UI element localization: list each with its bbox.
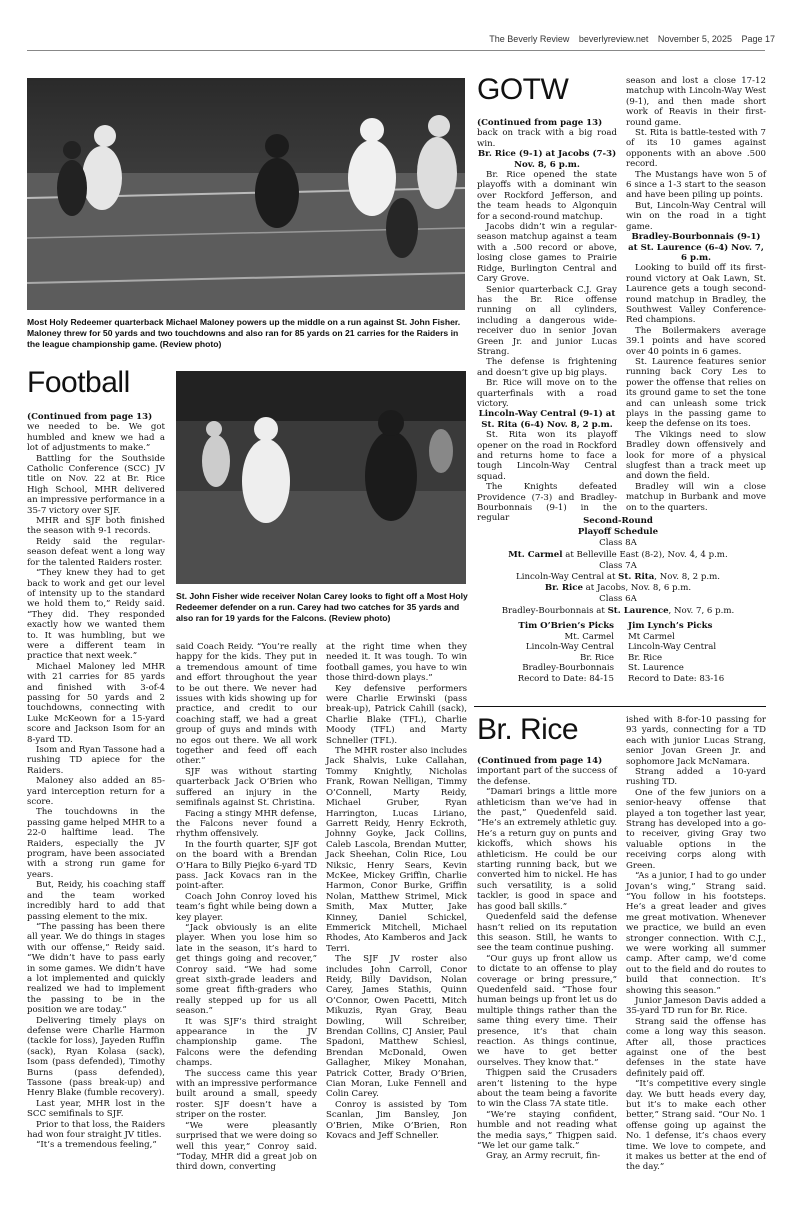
paragraph: St. Laurence features senior running back Cory Les to power the offense that relies on its ground game to set the tone and can unleash some trick plays in the passing game to keep the defense on its toes. — [626, 356, 766, 430]
paragraph: important part of the success of the defense. — [477, 766, 617, 787]
class-label: Class 7A — [599, 560, 637, 571]
paragraph: Quedenfeld said the defense hasn’t relied on its reputation this season. Still, he wants to see the team continue pushing. — [477, 912, 617, 954]
picks-record: Record to Date: 84-15 — [517, 673, 614, 684]
paragraph: In the fourth quarter, SJF got on the board with a Brendan O’Hara to Billy Piejko 6-yard TD pass. Jack Kovacs ran in the point-after. — [176, 839, 317, 892]
paragraph: Prior to that loss, the Raiders had won four straight JV titles. — [27, 1119, 165, 1141]
paragraph: “Jack obviously is an elite player. When you lose him so late in the season, it’s hard to get things going and recover,” Conroy said. “We had some great sixth-grade leaders and some great fifth-graders who really stepped up for us all season.” — [176, 922, 317, 1017]
issue-date: November 5, 2025 — [657, 34, 732, 44]
paragraph: back on track with a big road win. — [477, 128, 617, 149]
paragraph: The MHR roster also includes Jack Shalvis, Luke Callahan, Tommy Knightly, Nicholas Frank, Rowan Nelligan, Timmy O’Connell, Marty Reidy, Michael Gruber, Ryan Harrington, Lucas Liriano, Garrett Reidy, Henry Eckroth, Johnny Goyke, Jack Collins, Caleb Lascola, Brendan Mutter, Jack Sheehan, Colin Rice, Lou Niksic, Henry Sears, Kevin McKee, Mickey Griffin, Charlie Harmon, Conor Burke, Griffin Nolan, Matthew Strimel, Mick Smith, Max Mutter, Jake Kinney, Daniel Schickel, Emmerick Mitchell, Michael Rhodes, Ato Kamberos and Jack Terri. — [326, 746, 467, 954]
paragraph: SJF was without starting quarterback Jack O’Brien who suffered an injury in the semifinals against St. Christina. — [176, 766, 317, 809]
paragraph: “We’re staying confident, humble and not reading what the media says,” Thigpen said. “We let our game talk.” — [477, 1109, 617, 1152]
game-heading: Bradley-Bourbonnais (9-1) at St. Laurence (6-4) Nov. 7, 6 p.m. — [628, 232, 764, 263]
paragraph: Last year, MHR lost in the SCC semifinals to SJF. — [27, 1098, 165, 1120]
paragraph: Br. Rice will move on to the quarterfinals with a road victory. — [477, 378, 617, 409]
gotw-column-2 — [626, 76, 766, 511]
page-number: Page 17 — [741, 34, 775, 44]
continued-note: (Continued from page 14) — [477, 756, 603, 766]
paragraph: But, Lincoln-Way Central will win on the road in a tight game. — [626, 200, 766, 232]
paragraph: “As a junior, I had to go under Jovan’s wing,” Strang said. “You follow in his footsteps. He’s a great leader and gives me great motivation. Whenever we practice, we build an even stronger connection. With C.J., we were working all summer camp. After camp, we’d come out to the field and do routes to build that connection. It’s showing this season.” — [626, 871, 766, 996]
gotw-section-title: GOTW — [477, 73, 569, 106]
brrice-section-title: Br. Rice — [477, 713, 579, 746]
paragraph: “Our guys up front allow us to dictate to an offense to play coverage or bring pressure,” Quedenfeld said. “Those four human beings up front let us do multiple things rather than the same thing every time. Their presence, it’s that chain reaction. As things continue, we have to get better ourselves. They know that.” — [477, 953, 617, 1068]
paragraph: Isom and Ryan Tassone had a rushing TD apiece for the Raiders. — [27, 745, 165, 776]
schedule-game: Br. Rice at Jacobs, Nov. 8, 6 p.m. — [544, 583, 692, 594]
picks-heading: Jim Lynch’s Picks — [628, 621, 713, 631]
paragraph: at the right time when they needed it. It was tough. To win football games, you have to win those third-down plays.” — [326, 642, 467, 684]
paragraph: Strang said the offense has come a long way this season. After all, those practices against one of the best defenses in the state have definitely paid off. — [626, 1016, 766, 1079]
paragraph: MHR and SJF both finished the season with 9-1 records. — [27, 516, 165, 537]
paragraph: Senior quarterback C.J. Gray has the Br. Rice offense running on all cylinders, including a dangerous wide-receiver duo in senior Jovan Green Jr. and junior Lucas Strang. — [477, 284, 617, 357]
paragraph: The Vikings need to slow Bradley down offensively and look for more of a physical slugfest than a track meet up and down the field. — [626, 429, 766, 482]
paragraph: St. Rita is battle-tested with 7 of its 10 games against opponents with an above .500 record. — [626, 128, 766, 170]
pick-item: Lincoln-Way Central — [525, 642, 614, 653]
football-section-title: Football — [27, 366, 130, 399]
paragraph: Bradley will win a close matchup in Burbank and move on to the quarters. — [626, 481, 766, 513]
photo-mid-caption: St. John Fisher wide receiver Nolan Carey looks to fight off a Most Holy Redeemer defender on a run. Carey had two catches for 35 yards and also ran for 19 yards for the Falcons. (Review photo) — [176, 591, 468, 623]
paragraph: we needed to be. We got humbled and knew we had a lot of adjustments to make.” — [27, 422, 165, 454]
schedule-game: Lincoln-Way Central at St. Rita, Nov. 8, 2 p.m. — [516, 572, 720, 583]
paragraph: Looking to build off its first-round victory at Oak Lawn, St. Laurence gets a tough second-round matchup in Bradley, the Southwest Valley Conference-Red champions. — [626, 263, 766, 326]
paragraph: The Knights defeated Providence (7-3) and Bradley-Bourbonnais (9-1) in the regular — [477, 482, 617, 524]
picks-record: Record to Date: 83-16 — [628, 673, 725, 684]
paragraph: Thigpen said the Crusaders aren’t listening to the hype about the team being a favorite to win the Class 7A state title. — [477, 1068, 617, 1110]
header-divider — [27, 50, 765, 51]
pick-item: Br. Rice — [579, 652, 614, 663]
paragraph: season and lost a close 17-12 matchup with Lincoln-Way West (9-1), and then made short work of Reavis in their first-round game. — [626, 76, 766, 128]
paragraph: Battling for the Southside Catholic Conference (SCC) JV title on Nov. 22 at Br. Rice High School, MHR delivered an impressive performance in a 35-7 victory over SJF. — [27, 453, 165, 516]
jim-lynch-picks — [628, 621, 768, 685]
photo-top — [27, 78, 465, 310]
continued-note: (Continued from page 13) — [477, 118, 603, 128]
paragraph: “It’s competitive every single day. We butt heads every day, but it’s to make each other better,” Strang said. “Our No. 1 offense going up against the No. 1 defense, it’s chaos every time. We love to compete, and it makes us better at the end of the day.” — [626, 1079, 766, 1173]
schedule-game: Bradley-Bourbonnais at St. Laurence, Nov. 7, 6 p.m. — [501, 605, 735, 616]
game-heading: Lincoln-Way Central (9-1) at St. Rita (6-4) Nov. 8, 2 p.m. — [478, 409, 616, 430]
pick-item: Br. Rice — [628, 652, 663, 663]
schedule-heading: Playoff Schedule — [577, 527, 659, 538]
pick-item: St. Laurence — [628, 663, 684, 674]
paragraph: Conroy is assisted by Tom Scanlan, Jim Bansley, Jon O’Brien, Mike O’Brien, Ron Kovacs and Jeff Schneller. — [326, 1099, 467, 1142]
paragraph: Gray, an Army recruit, fin- — [486, 1151, 601, 1162]
pick-item: Mt. Carmel — [564, 631, 614, 642]
photo-top-caption: Most Holy Redeemer quarterback Michael Maloney powers up the middle on a run against St. John Fisher. Maloney threw for 50 yards and two touchdowns and also ran for 85 yards on 21 carries for the Raiders in the league championship game. (Review photo) — [27, 317, 461, 349]
paragraph: Br. Rice opened the state playoffs with a dominant win over Rockford Jefferson, and the team heads to Algonquin for a second-round matchup. — [477, 170, 617, 222]
schedule-heading: Second-Round — [583, 516, 653, 526]
playoff-schedule — [470, 516, 766, 617]
paragraph: “The passing has been there all year. We do things in stages with our offense,” Reidy said. “We didn’t have to pass early in some games. We didn’t have a lot implemented and quickly realized we had to implement the passing to be in the position we are today.” — [27, 921, 165, 1016]
paragraph: ished with 8-for-10 passing for 93 yards, connecting for a TD each with junior Lucas Strang, senior Jovan Green Jr. and sophomore Jack McNamara. — [626, 715, 766, 767]
tim-obrien-picks — [474, 621, 614, 685]
paragraph: Key defensive performers were Charlie Erwinski (pass break-up), Patrick Cahill (sack), Charlie Blake (TFL), Charlie Moody (TFL) and Marty Schneller (TFL). — [326, 683, 467, 746]
paragraph: Coach John Conroy loved his team’s fight while being down a key player. — [176, 891, 317, 923]
picks-heading: Tim O’Brien’s Picks — [518, 621, 614, 631]
website[interactable]: beverlyreview.net — [578, 34, 649, 44]
paragraph: “Damari brings a little more athleticism than we’ve had in the past,” Quedenfeld said. “He’s an extremely athletic guy. He’s a return guy on punts and kickoffs, which shows his athleticism. He could be our starting running back, but we converted him to nickel. He has such versatility, is a solid tackler, is good in space and has good ball skills.” — [477, 787, 617, 912]
paragraph: The Mustangs have won 5 of 6 since a 1-3 start to the season and have been piling up points. — [626, 169, 766, 201]
paragraph: St. Rita won its playoff opener on the road in Rockford and returns home to face a tough Lincoln-Way Central squad. — [477, 430, 617, 482]
continued-note: (Continued from page 13) — [27, 412, 153, 422]
schedule-game: Mt. Carmel at Belleville East (8-2), Nov. 4, 4 p.m. — [508, 549, 728, 560]
brrice-column-2 — [626, 715, 766, 1222]
gotw-column-1 — [477, 118, 617, 524]
paragraph: One of the few juniors on a senior-heavy offense that played a ton together last year, Strang has developed into a go-to receiver, giving Gray two valuable options in the receiving corps along with Green. — [626, 787, 766, 871]
paragraph: The touchdowns in the passing game helped MHR to a 22-0 halftime lead. The Raiders, especially the JV program, have been associated with a strong run game for years. — [27, 807, 165, 880]
paragraph: But, Reidy, his coaching staff and the team worked incredibly hard to add that passing element to the mix. — [27, 880, 165, 922]
football-action-image-2 — [176, 371, 466, 584]
paragraph: It was SJF’s third straight appearance in the JV championship game. The Falcons were the defending champs. — [176, 1016, 317, 1069]
paragraph: “They knew they had to get back to work and get our level of intensity up to the standard we hold them to,” Reidy said. “They did. They responded exactly how we wanted them to. It was humbling, but we were a different team in practice that next week.” — [27, 568, 165, 662]
football-action-image — [27, 78, 465, 310]
paragraph: Junior Jameson Davis added a 35-yard TD run for Br. Rice. — [626, 995, 766, 1017]
page-header — [430, 34, 775, 48]
paragraph: said Coach Reidy. “You’re really happy for the kids. They put in a tremendous amount of time and effort throughout the year to be out there. We never had issues with kids showing up for practice, and credit to our coaching staff, we had a great group of guys and minds with no egos out there. We all work together and feed off each other.” — [176, 642, 317, 767]
paragraph: Facing a stingy MHR defense, the Falcons never found a rhythm offensively. — [176, 808, 317, 840]
pick-item: Bradley-Bourbonnais — [522, 663, 614, 674]
football-column-2 — [176, 642, 317, 1222]
photo-mid — [176, 371, 466, 584]
class-label: Class 6A — [599, 594, 637, 605]
brrice-column-1 — [477, 756, 617, 1222]
pick-item: Lincoln-Way Central — [628, 642, 717, 653]
class-label: Class 8A — [599, 538, 637, 549]
section-divider — [474, 706, 766, 707]
paragraph: Jacobs didn’t win a regular-season matchup against a team with a .500 record or above, losing close games to Prairie Ridge, Burlington Central and Cary Grove. — [477, 222, 617, 285]
football-column-1 — [27, 412, 165, 1222]
football-column-3 — [326, 642, 467, 1222]
pick-item: Mt Carmel — [628, 631, 675, 642]
paragraph: The Boilermakers average 39.1 points and have scored over 40 points in 6 games. — [626, 325, 766, 357]
paragraph: “We were pleasantly surprised that we were doing so well this year,” Conroy said. “Today, MHR did a great job on third down, converting — [176, 1120, 317, 1173]
paragraph: “It’s a tremendous feeling,” — [36, 1140, 157, 1151]
paragraph: The success came this year with an impressive performance built around a small, speedy roster. SJF doesn’t have a striper on the roster. — [176, 1068, 317, 1121]
paragraph: The SJF JV roster also includes John Carroll, Conor Reidy, Billy Davidson, Nolan Carey, James Stathis, Quinn O’Connor, Owen Pacetti, Mitch Mikuzis, Ryan Gray, Beau Dowling, Will Schreiber, Brendan Collins, CJ Ansier, Paul Spadoni, Matthew Schiesl, Brendan McDonald, Owen Gallagher, Mikey Monahan, Patrick Cotter, Brady O’Brien, Cian Moran, Luke Fennell and Colin Carey. — [326, 954, 467, 1100]
publication-name: The Beverly Review — [489, 34, 570, 44]
paragraph: Michael Maloney led MHR with 21 carries for 85 yards and finished with 3-of-4 passing for 50 yards and 2 touchdowns, connecting with Luke McKeown for a 15-yard score and Jackson Isom for an 8-yard TD. — [27, 661, 165, 745]
paragraph: The defense is frightening and doesn’t give up big plays. — [477, 357, 617, 378]
game-heading: Br. Rice (9-1) at Jacobs (7-3) Nov. 8, 6 p.m. — [477, 149, 617, 170]
paragraph: Strang added a 10-yard rushing TD. — [626, 767, 766, 788]
paragraph: Maloney also added an 85-yard interception return for a score. — [27, 776, 165, 808]
paragraph: Reidy said the regular-season defeat went a long way for the talented Raiders roster. — [27, 536, 165, 568]
paragraph: Delivering timely plays on defense were Charlie Harmon (tackle for loss), Jayeden Ruffin (sack), Ryan Kolasa (sack), Isom (pass defended), Timothy Burns (pass defended), Tassone (pass break-up) and Henry Blake (fumble recovery). — [27, 1015, 165, 1099]
